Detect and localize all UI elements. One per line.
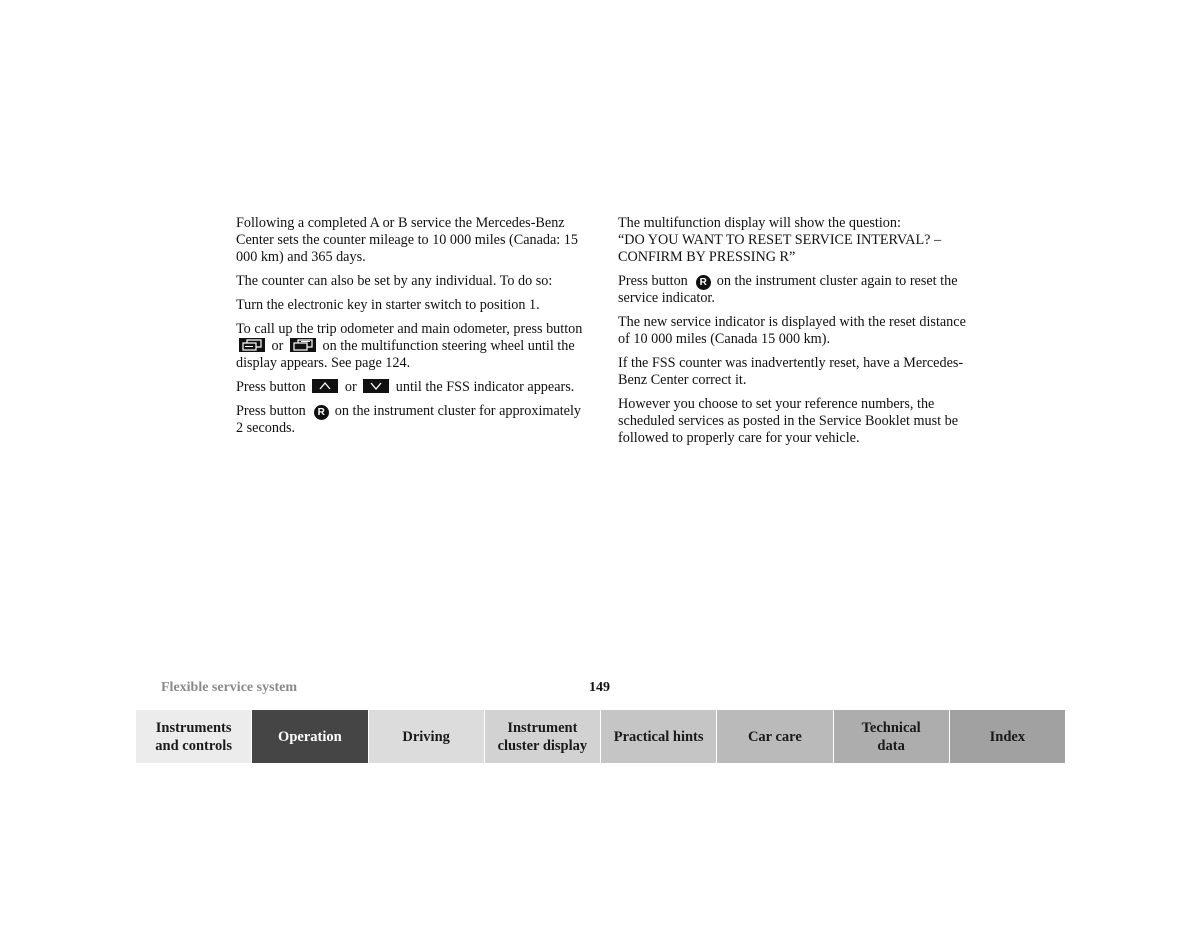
tab-index[interactable]: Index [950,710,1065,763]
paragraph-arrow-buttons [236,379,588,396]
tab-driving[interactable]: Driving [369,710,485,763]
display-prev-icon [239,338,265,352]
text-arrow-c: until the FSS indicator appears. [395,379,575,395]
paragraph-reset-press [236,403,588,437]
page-number: 149 [589,680,610,695]
paragraph-display-question [618,215,974,266]
right-column [618,215,974,454]
paragraph-service-reset-info: Following a completed A or B service the Mercedes-Benz Center sets the counter mileage to 10 000 miles (Canada: 15 000 km) and 365 days. [236,215,578,265]
tab-technical-data[interactable]: Technical data [834,710,950,763]
paragraph-odometer [236,321,588,372]
text-confirm-b: on the instrument cluster again to reset the service indicator. [618,273,958,306]
paragraph-confirm-reset [618,273,974,307]
text-confirm-a: Press button [618,273,688,289]
text-odometer-or: or [271,338,284,354]
display-next-icon [290,338,316,352]
text-question-quote: “DO YOU WANT TO RESET SERVICE INTERVAL? – CONFIRM BY PRESSING R” [618,232,942,265]
text-odometer-a: To call up the trip odometer and main odometer, press button [236,321,583,337]
tab-operation[interactable]: Operation [252,710,368,763]
paragraph-key-position: Turn the electronic key in starter switch to position 1. [236,297,540,313]
text-question-intro: The multifunction display will show the question: [618,215,901,231]
paragraph-new-indicator: The new service indicator is displayed with the reset distance of 10 000 miles (Canada 15 000 km). [618,314,966,347]
tab-practical-hints[interactable]: Practical hints [601,710,717,763]
text-arrow-or: or [344,379,357,395]
paragraph-individual-set: The counter can also be set by any individual. To do so: [236,273,553,289]
tab-instrument-cluster-display[interactable]: Instrument cluster display [485,710,601,763]
paragraph-scheduled-services: However you choose to set your reference numbers, the scheduled services as posted in the Service Booklet must be followed to properly care for your vehicle. [618,396,959,446]
tab-instruments-and-controls[interactable]: Instruments and controls [136,710,252,763]
left-column [236,215,588,444]
chapter-nav-bar [136,710,1065,763]
text-reset-b: on the instrument cluster for approximately 2 seconds. [236,403,582,436]
reset-r-icon: R [314,405,329,420]
arrow-up-icon [312,379,338,393]
tab-car-care[interactable]: Car care [717,710,833,763]
paragraph-inadvertent-reset: If the FSS counter was inadvertently reset, have a Mercedes-Benz Center correct it. [618,355,964,388]
section-title: Flexible service system [161,680,298,695]
reset-r-icon: R [696,275,711,290]
text-odometer-c: on the multifunction steering wheel until the display appears. See page 124. [236,338,575,371]
text-reset-a: Press button [236,403,306,419]
arrow-down-icon [363,379,389,393]
text-arrow-a: Press button [236,379,306,395]
